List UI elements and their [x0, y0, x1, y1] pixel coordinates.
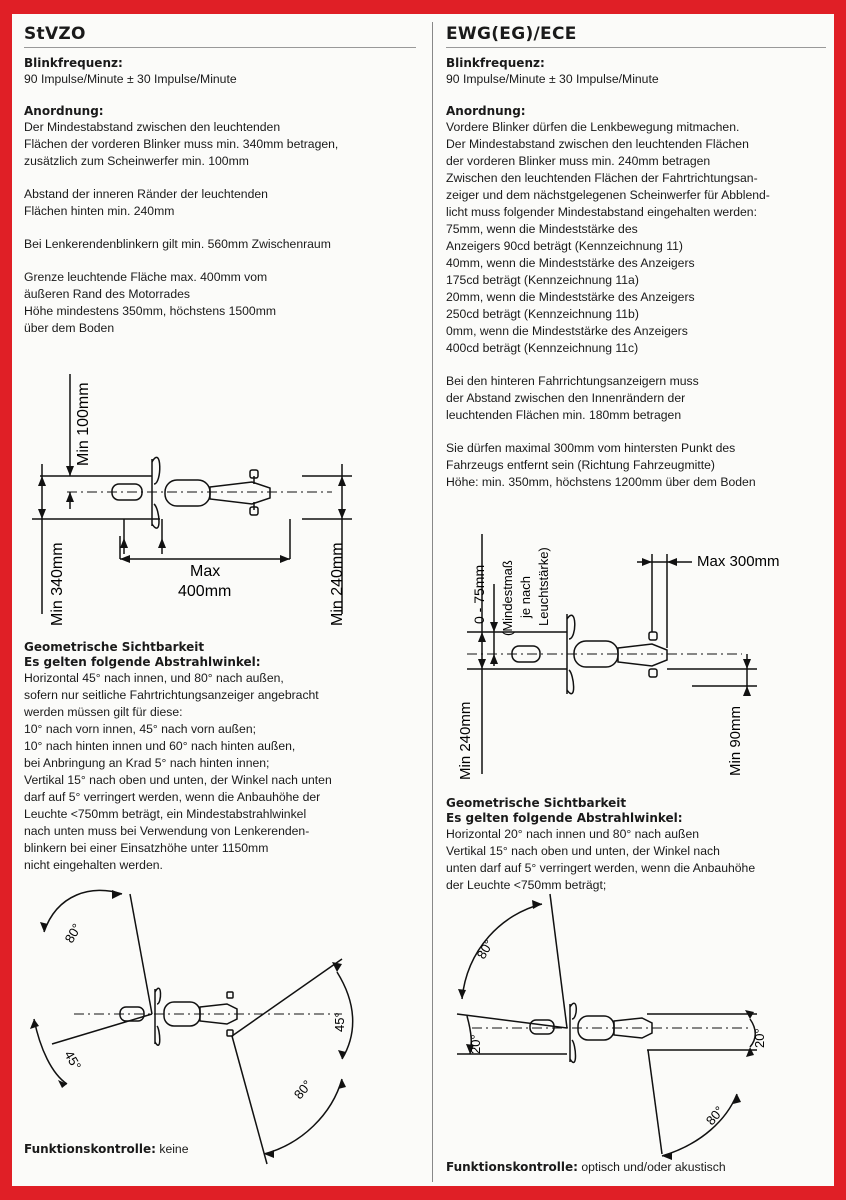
label-mindest-1: (Mindestmaß [500, 560, 515, 636]
anordnung-line: Anzeigers 90cd beträgt (Kennzeichnung 11) [446, 239, 683, 253]
stvzo-title: StVZO [24, 24, 416, 48]
label-min90: Min 90mm [727, 705, 744, 776]
grenze-line: Höhe mindestens 350mm, höchstens 1500mm [24, 304, 277, 318]
anordnung-line: 40mm, wenn die Mindeststärke des Anzeigers [446, 256, 695, 270]
anordnung-line: Flächen der vorderen Blinker muss min. 340mm betragen, [24, 137, 339, 151]
grenze-line: äußeren Rand des Motorrades [24, 287, 190, 301]
anordnung-line: Vordere Blinker dürfen die Lenkbewegung mitmachen. [446, 120, 740, 134]
label-min240: Min 240mm [457, 701, 474, 780]
geo-line: 10° nach vorn innen, 45° nach vorn außen; [24, 722, 256, 736]
anordnung-line: Zwischen den leuchtenden Flächen der Fahrtrichtungsan- [446, 171, 758, 185]
grenze-line: über dem Boden [24, 321, 115, 335]
label-0-75mm: 0 - 75mm [471, 564, 487, 624]
anordnung-line: 400cd beträgt (Kennzeichnung 11c) [446, 341, 639, 355]
ewg-footer [446, 1160, 726, 1174]
label-max: Max [190, 563, 221, 580]
ewg-angle-diagram [12, 14, 846, 1174]
max300-line: Fahrzeugs entfernt sein (Richtung Fahrzeugmitte) [446, 458, 715, 472]
abstand-line: Abstand der inneren Ränder der leuchtenden [24, 187, 268, 201]
geo-line: nach unten muss bei Verwendung von Lenkerenden- [24, 824, 310, 838]
geo-line: der Leuchte <750mm beträgt; [446, 878, 607, 892]
document-page [12, 14, 834, 1186]
geo-line: Leuchte <750mm beträgt, ein Mindestabstrahlwinkel [24, 807, 307, 821]
label-min340: Min 340mm [49, 542, 66, 626]
blink-heading: Blinkfrequenz: [446, 56, 545, 70]
max300-line: Höhe: min. 350mm, höchstens 1200mm über dem Boden [446, 475, 756, 489]
geo-line: Horizontal 45° nach innen, und 80° nach außen, [24, 671, 284, 685]
geo-line: unten darf auf 5° verringert werden, wenn die Anbauhöhe [446, 861, 756, 875]
label-400mm: 400mm [178, 583, 232, 600]
anordnung-line: 0mm, wenn die Mindeststärke des Anzeigers [446, 324, 688, 338]
geo-heading-2: Es gelten folgende Abstrahlwinkel: [24, 655, 261, 669]
abstand-line: Flächen hinten min. 240mm [24, 204, 175, 218]
geo-line: werden müssen gilt für diese: [24, 705, 183, 719]
anordnung-line: der vorderen Blinker muss min. 240mm betragen [446, 154, 711, 168]
hinten-line: der Abstand zwischen den Innenrändern der [446, 391, 686, 405]
angle-20-right: 20° [752, 1028, 767, 1048]
angle-80-bottom: 80° [702, 1103, 727, 1128]
geo-line: bei Anbringung an Krad 5° nach hinten innen; [24, 756, 270, 770]
angle-45-right: 45° [332, 1012, 347, 1032]
ewg-title: EWG(EG)/ECE [446, 24, 826, 48]
max300-line: Sie dürfen maximal 300mm vom hintersten Punkt des [446, 441, 736, 455]
geo-line: Vertikal 15° nach oben und unten, der Winkel nach [446, 844, 720, 858]
geo-line: Vertikal 15° nach oben und unten, der Winkel nach unten [24, 773, 332, 787]
grenze-line: Grenze leuchtende Fläche max. 400mm vom [24, 270, 268, 284]
geo-line: nicht eingehalten werden. [24, 858, 163, 872]
anordnung-heading: Anordnung: [446, 104, 526, 118]
blink-heading: Blinkfrequenz: [24, 56, 123, 70]
anordnung-line: 75mm, wenn die Mindeststärke des [446, 222, 638, 236]
label-min240: Min 240mm [329, 542, 346, 626]
anordnung-line: 175cd beträgt (Kennzeichnung 11a) [446, 273, 639, 287]
angle-80-top: 80° [473, 936, 497, 962]
blink-text: 90 Impulse/Minute ± 30 Impulse/Minute [24, 72, 237, 86]
geo-heading-1: Geometrische Sichtbarkeit [446, 796, 627, 810]
anordnung-heading: Anordnung: [24, 104, 104, 118]
blink-text: 90 Impulse/Minute ± 30 Impulse/Minute [446, 72, 659, 86]
footer-value: keine [159, 1142, 189, 1156]
hinten-line: Bei den hinteren Fahrrichtungsanzeigern muss [446, 374, 699, 388]
geo-line: sofern nur seitliche Fahrtrichtungsanzeiger angebracht [24, 688, 319, 702]
lenker-line: Bei Lenkerendenblinkern gilt min. 560mm Zwischenraum [24, 237, 331, 251]
geo-line: 10° nach hinten innen und 60° nach hinten außen, [24, 739, 296, 753]
geo-heading-1: Geometrische Sichtbarkeit [24, 640, 205, 654]
anordnung-line: 20mm, wenn die Mindeststärke des Anzeigers [446, 290, 695, 304]
footer-value: optisch und/oder akustisch [581, 1160, 726, 1174]
anordnung-line: zusätzlich zum Scheinwerfer min. 100mm [24, 154, 249, 168]
label-max300: Max 300mm [697, 553, 780, 570]
geo-line: Horizontal 20° nach innen und 80° nach außen [446, 827, 699, 841]
anordnung-line: Der Mindestabstand zwischen den leuchtenden [24, 120, 281, 134]
footer-label: Funktionskontrolle: [446, 1160, 578, 1174]
label-mindest-3: Leuchtstärke) [536, 547, 551, 626]
anordnung-line: Der Mindestabstand zwischen den leuchtenden Flächen [446, 137, 749, 151]
hinten-line: leuchtenden Flächen min. 180mm betragen [446, 408, 682, 422]
geo-line: darf auf 5° verringert werden, wenn die Anbauhöhe der [24, 790, 321, 804]
angle-20-left: 20° [468, 1034, 483, 1054]
anordnung-line: zeiger und dem nächstgelegenen Scheinwerfer für Abblend- [446, 188, 770, 202]
geo-heading-2: Es gelten folgende Abstrahlwinkel: [446, 811, 683, 825]
label-mindest-2: je nach [518, 576, 533, 618]
anordnung-line: licht muss folgender Mindestabstand eingehalten werden: [446, 205, 757, 219]
label-min100: Min 100mm [75, 382, 92, 466]
anordnung-line: 250cd beträgt (Kennzeichnung 11b) [446, 307, 639, 321]
angle-80-bottom: 80° [290, 1077, 315, 1102]
geo-line: blinkern bei einer Einsatzhöhe unter 1150mm [24, 841, 269, 855]
angle-80-top: 80° [61, 920, 85, 946]
footer-label: Funktionskontrolle: [24, 1142, 156, 1156]
angle-45-left: 45° [61, 1048, 85, 1073]
